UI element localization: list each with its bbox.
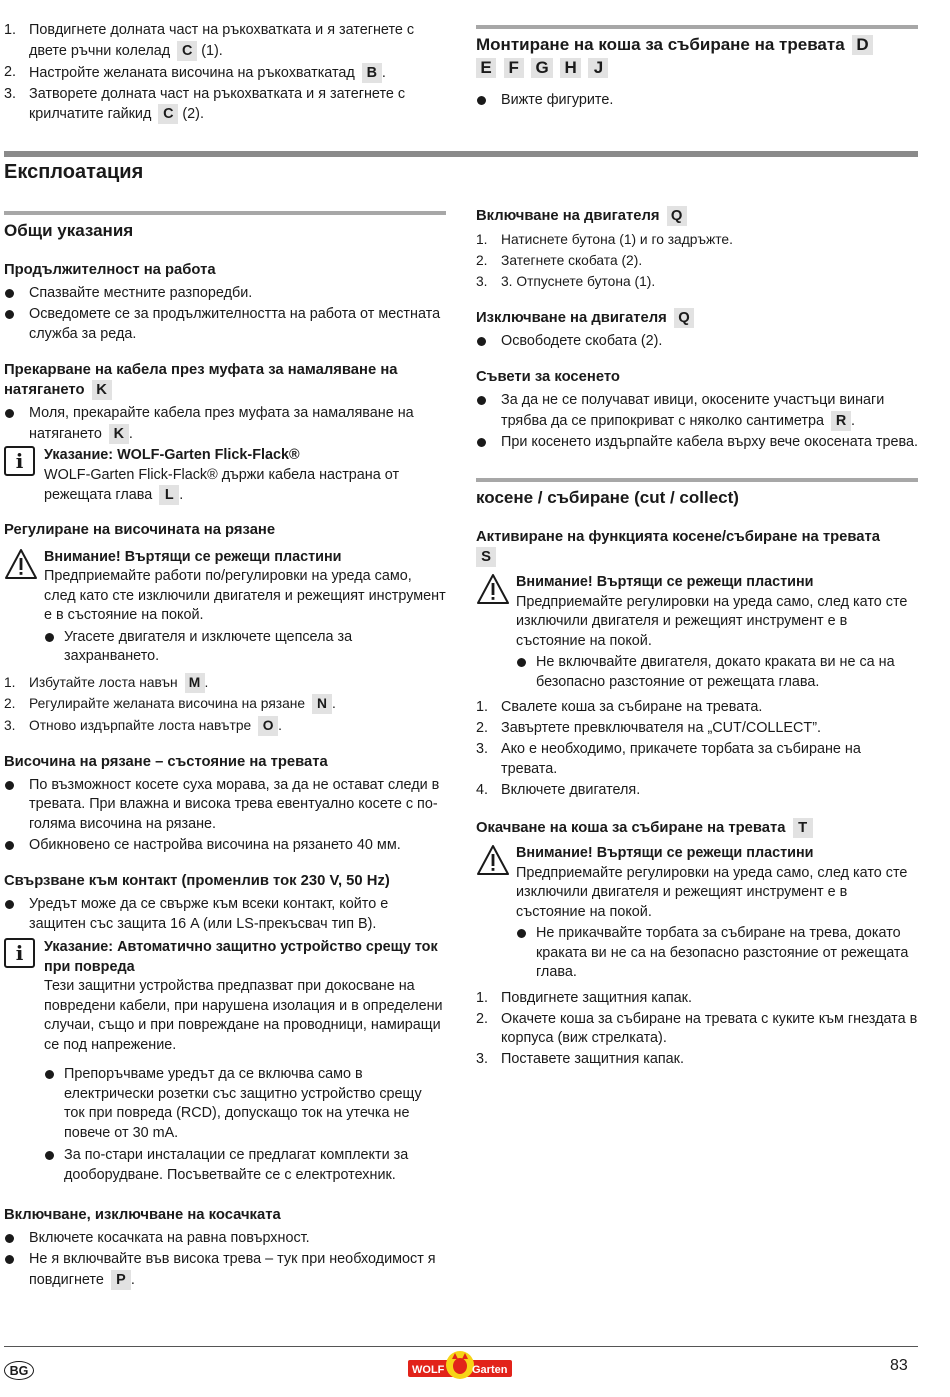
list-item: 4. Включете двигателя. [476,781,641,798]
cut-height-grass-section [4,752,446,856]
list-item: 2. Окачете коша за събиране на тревата с куките към гнездата в корпуса (виж стрелката). [476,1010,918,1046]
warning-note: Внимание! Въртящи се режещи пластини Предприемайте регулировки на уреда само, след като сте изключили двигателя и режещият инструмент е в състояние на покой. Не включвайте двигателя, докато краката ви не са на безопасно разстояние от режещата глава. [476,573,918,692]
figure-ref-tag: K [109,424,129,444]
list-item: 3. Отново издърпайте лоста навътре O . [4,716,446,736]
figure-ref-tag: L [159,485,179,505]
list-item: 3. Поставете защитния капак. [476,1051,684,1067]
logo-wordmark-right: Garten [472,1364,508,1376]
list-item: Вижте фигурите. [476,91,918,111]
figure-ref-tag: J [588,58,608,78]
bullet-icon [45,1070,54,1079]
subsection-heading: Регулиране на височината на рязане [4,521,276,538]
figure-ref-tag: M [185,673,205,693]
left-column [4,211,446,1306]
list-item: 3. 3. Отпуснете бутона (1). [476,274,656,289]
section-heading: Общи указания [4,221,134,240]
info-icon: i [4,938,35,968]
figure-ref-tag: H [560,58,580,78]
chapter-header [4,151,918,183]
subsection-heading: Активиране на функцията косене/събиране на тревата S [476,529,880,565]
chapter-divider [4,151,918,157]
list-item: 2. Регулирайте желаната височина на рязане N . [4,694,446,714]
subsection-heading: Свързване към контакт (променлив ток 230 V, 50 Hz) [4,873,390,889]
bullet-icon [477,96,486,105]
figure-ref-tag: P [111,1270,131,1290]
bullet-icon [477,396,486,405]
section-heading: косене / събиране (cut / collect) [476,488,739,507]
warning-note: Внимание! Въртящи се режещи пластини Предприемайте работи по/регулировки на уреда само, след като сте изключили двигателя и режещият инструмент е в състояние на покой. Угасете двигателя и изключете щепсела за захранването. [4,548,446,667]
list-item: 2. Завъртете превключвателя на „CUT/COLLECT”. [476,720,821,736]
list-item: 2. Настройте желаната височина на ръкохваткатад B . [4,63,386,81]
figure-ref-tag: F [504,58,524,78]
list-item: 2. Затегнете скобата (2). [476,253,643,268]
mowing-tips-section [476,367,918,452]
cable-section [4,360,446,506]
figure-ref-tag: T [793,818,813,838]
warning-icon [4,548,38,580]
list-item: 1. Свалете коша за събиране на тревата. [476,699,763,715]
subsection-heading: Изключване на двигателя Q [476,308,918,328]
list-item: Моля, прекарайте кабела през муфата за намаляване на натягането K . [4,404,446,444]
bullet-icon [5,1255,14,1264]
list-item: Обикновено се настройва височина на рязането 40 мм. [4,836,446,856]
list-item: Не включвайте двигателя, докато краката ви не са на безопасно разстояние от режещата глава. [516,653,918,692]
section-divider [476,478,918,482]
figure-ref-tag: C [158,104,178,124]
list-item: Спазвайте местните разпоредби. [4,284,446,304]
warning-note: Внимание! Въртящи се режещи пластини Предприемайте регулировки на уреда само, след като сте изключили двигателя и режещият инструмент е в състояние на покой. Не прикачвайте торбата за събиране на трева, докато краката ви не са на безопасно разстояние от режещата глава. [476,844,918,983]
list-item: При косенето издърпайте кабела върху вече окосената трева. [476,433,918,453]
figure-ref-tag: Q [674,308,694,328]
top-left-steps [4,21,446,126]
engine-off-section [476,308,918,352]
figure-ref-tag: D [852,35,872,55]
cut-height-adjust-section [4,520,446,736]
list-item: По възможност косете суха морава, за да не остават следи в тревата. При влажна и висока трева евентуално косете с по-голяма височина на рязане. [4,776,446,835]
section-heading: Монтиране на коша за събиране на тревата D E F G H J [476,33,918,79]
list-item: Не я включвайте във висока трева – тук при необходимост я повдигнете P . [4,1250,446,1290]
warning-icon [476,573,510,605]
list-item: Угасете двигателя и изключете щепсела за захранването. [44,628,446,667]
page-title: Експлоатация [4,161,144,183]
language-badge: BG [4,1361,34,1380]
figure-ref-tag: O [258,716,278,736]
bullet-icon [5,900,14,909]
wolf-garten-logo [408,1350,512,1382]
figure-ref-tag: S [476,547,496,567]
info-icon: i [4,446,35,476]
list-item: Освободете скобата (2). [476,332,918,352]
list-item: 3. Затворете долната част на ръкохватката и я затегнете с крилчатите гайкид C (2). [4,85,406,122]
section-divider [476,25,918,29]
list-item: Включете косачката на равна повърхност. [4,1229,446,1249]
note-title: Указание: Автоматично защитно устройство срещу ток при повреда [44,939,438,975]
figure-ref-tag: Q [667,206,687,226]
warning-icon [476,844,510,876]
subsection-heading: Прекарване на кабела през муфата за намаляване на натягането K [4,362,398,398]
note-title: Указание: WOLF-Garten Flick-Flack® [44,447,300,463]
duration-section [4,260,446,344]
subsection-heading: Съвети за косенето [476,369,620,385]
activate-collect-section [476,527,918,800]
subsection-heading: Включване, изключване на косачката [4,1207,281,1223]
info-note: i Указание: Автоматично защитно устройство срещу ток при повреда Тези защитни устройства предпазват при докосване на повредени кабели, при нарушена изолация и в определени случаи, също и при повреждане на проводници, намиращи се под напрежение. Препоръчваме уредът да се включва само в електрически розетки със защитно устройство срещу ток при повреда (RCD), допускащо ток на утечка не повече от 30 mA. За по-стари инсталации се предлагат комплекти за дооборудване. Посъветвайте се с електротехник. [4,938,446,1185]
basket-mounting-section [476,25,918,112]
list-item: 1. Повдигнете защитния капак. [476,989,692,1006]
list-item: За да не се получават ивици, окосените участъци винаги трябва да се припокриват с няколко сантиметра R . [476,391,918,431]
bullet-icon [5,310,14,319]
subsection-heading: Продължителност на работа [4,262,216,278]
onoff-section [4,1205,446,1290]
figure-ref-tag: C [177,41,197,61]
list-item: 3. Ако е необходимо, прикачете торбата за събиране на тревата. [476,741,861,777]
note-title: Внимание! Въртящи се режещи пластини [516,574,814,590]
figure-ref-tag: K [92,380,112,400]
footer-divider [4,1346,918,1347]
section-divider [4,211,446,215]
bullet-icon [5,841,14,850]
subsection-heading: Височина на рязане – състояние на тревата [4,753,328,770]
figure-ref-tag: R [831,411,851,431]
bullet-icon [45,633,54,642]
hang-basket-section [476,818,918,1070]
bullet-icon [5,289,14,298]
note-title: Внимание! Въртящи се режещи пластини [516,845,814,861]
engine-on-section [476,206,918,292]
page-number: 83 [890,1357,908,1374]
list-item: Препоръчваме уредът да се включва само в електрически розетки със защитно устройство срещу ток при повреда (RCD), допускащо ток на утечка не повече от 30 mA. [44,1065,446,1143]
logo-wordmark-left: WOLF [412,1364,445,1376]
list-item: Осведомете се за продължителността на работа от местната служба за реда. [4,305,446,344]
power-section [4,871,446,1185]
bullet-icon [477,438,486,447]
figure-ref-tag: E [476,58,496,78]
right-column [476,206,918,1086]
list-item: Уредът може да се свърже към всеки контакт, който е защитен със защита 16 A (или LS-прекъсвач тип B). [4,895,446,934]
list-item: 1. Натиснете бутона (1) и го задръжте. [476,232,733,247]
bullet-icon [45,1151,54,1160]
list-item: За по-стари инсталации се предлагат комплекти за дооборудване. Посъветвайте се с електротехник. [44,1146,446,1185]
info-note: i Указание: WOLF-Garten Flick-Flack® WOLF-Garten Flick-Flack® държи кабела настрана от режещата глава L . [4,446,446,506]
bullet-icon [517,658,526,667]
subsection-heading: Включване на двигателя Q [476,206,918,226]
list-item: 1. Избутайте лоста навън M . [4,673,446,693]
list-item: Не прикачвайте торбата за събиране на трева, докато краката ви не са на безопасно разстояние от режещата глава. [516,924,918,983]
figure-ref-tag: N [312,694,332,714]
bullet-icon [5,409,14,418]
bullet-icon [5,1234,14,1243]
bullet-icon [5,781,14,790]
list-item: 1. Повдигнете долната част на ръкохватката и я затегнете с двете ръчни колелад C (1). [4,22,415,59]
subsection-heading: Окачване на коша за събиране на тревата T [476,818,918,838]
figure-ref-tag: B [362,63,382,83]
note-title: Внимание! Въртящи се режещи пластини [44,548,342,565]
bullet-icon [517,929,526,938]
figure-ref-tag: G [531,58,552,78]
bullet-icon [477,337,486,346]
